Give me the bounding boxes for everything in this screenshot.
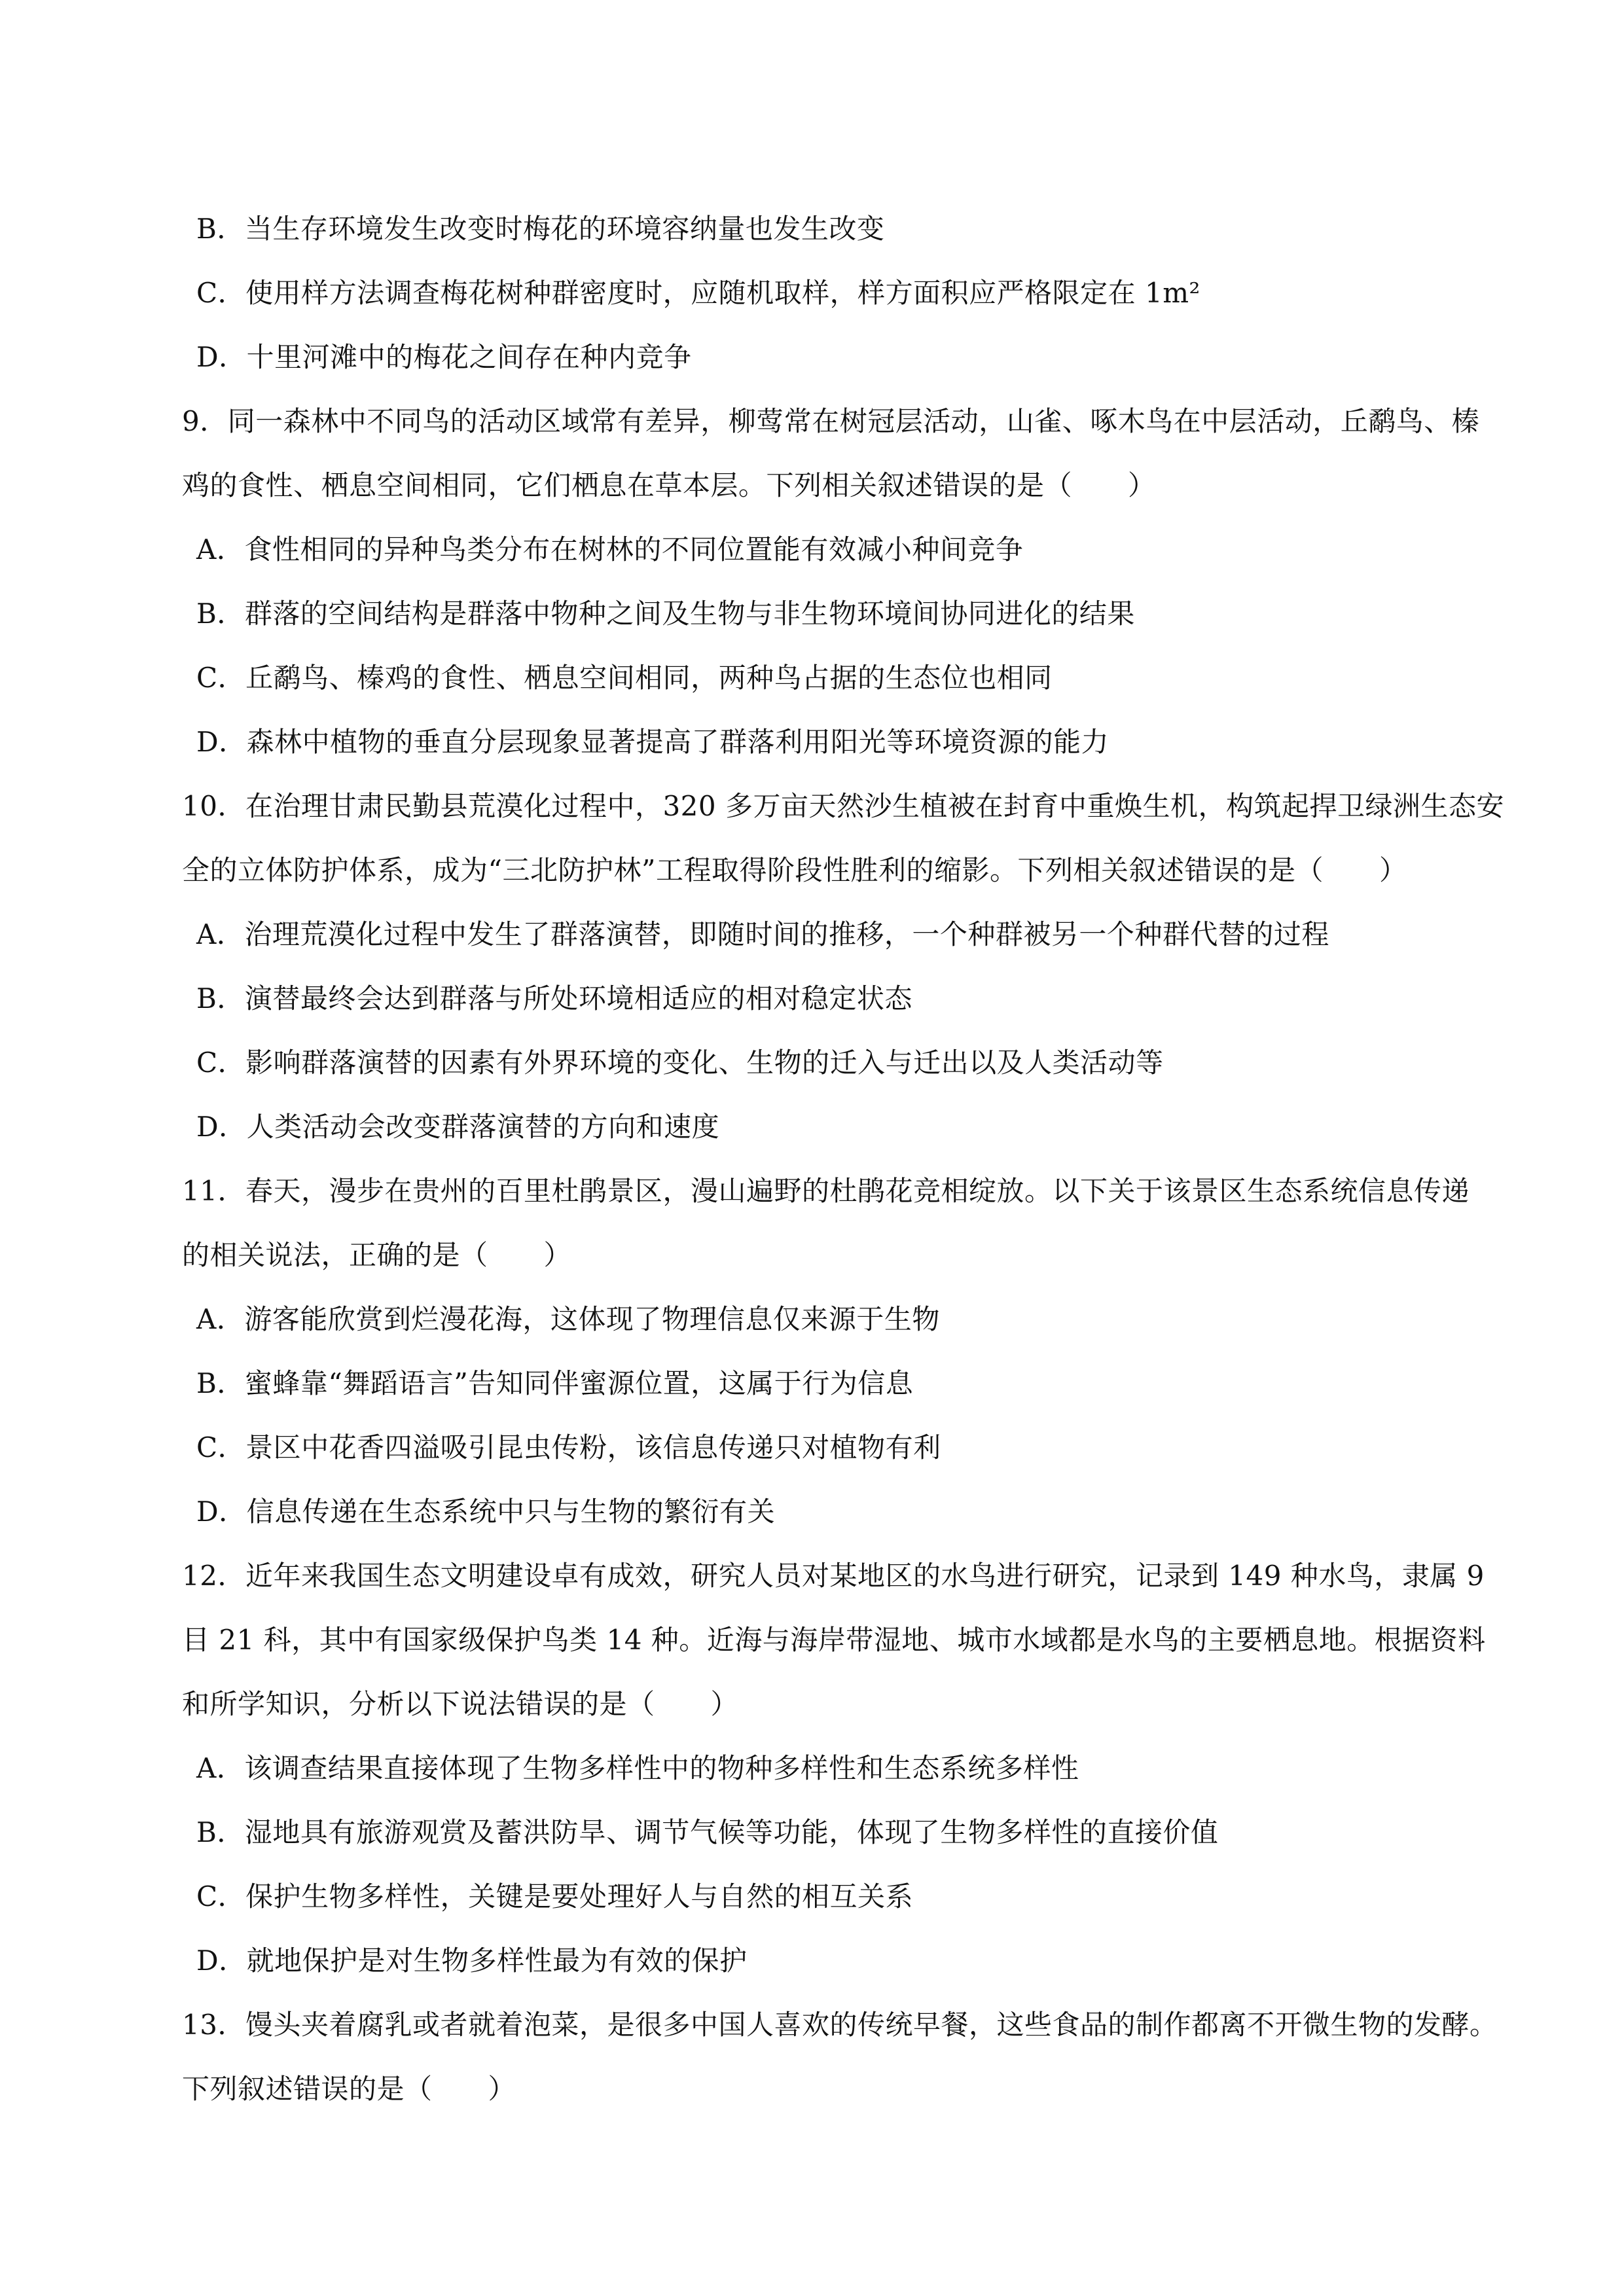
q11-option-d: D．信息传递在生态系统中只与生物的繁衍有关: [196, 1496, 776, 1528]
q11-stem-line1: 11．春天，漫步在贵州的百里杜鹃景区，漫山遍野的杜鹃花竞相绽放。以下关于该景区生态系统信息传递: [182, 1175, 1470, 1207]
q8-option-d: D．十里河滩中的梅花之间存在种内竞争: [196, 341, 692, 373]
q13-stem-line2: 下列叙述错误的是（ ）: [182, 2073, 516, 2105]
q8-option-c: C．使用样方法调查梅花树种群密度时，应随机取样，样方面积应严格限定在 1m²: [196, 277, 1200, 309]
q12-stem-line1: 12．近年来我国生态文明建设卓有成效，研究人员对某地区的水鸟进行研究，记录到 149 种水鸟，隶属 9: [182, 1560, 1485, 1592]
q10-option-c: C．影响群落演替的因素有外界环境的变化、生物的迁入与迁出以及人类活动等: [196, 1047, 1164, 1079]
q12-stem-line2: 目 21 科，其中有国家级保护鸟类 14 种。近海与海岸带湿地、城市水域都是水鸟的主要栖息地。根据资料: [182, 1624, 1486, 1656]
q9-option-b: B．群落的空间结构是群落中物种之间及生物与非生物环境间协同进化的结果: [196, 598, 1135, 630]
q9-stem-line1: 9．同一森林中不同鸟的活动区域常有差异，柳莺常在树冠层活动，山雀、啄木鸟在中层活动，丘鹬鸟、榛: [182, 405, 1480, 437]
q12-option-d: D．就地保护是对生物多样性最为有效的保护: [196, 1945, 748, 1977]
q11-option-b: B．蜜蜂靠“舞蹈语言”告知同伴蜜源位置，这属于行为信息: [196, 1367, 914, 1399]
q13-stem-line1: 13．馒头夹着腐乳或者就着泡菜，是很多中国人喜欢的传统早餐，这些食品的制作都离不开微生物的发酵。: [182, 2009, 1498, 2041]
q9-option-d: D．森林中植物的垂直分层现象显著提高了群落利用阳光等环境资源的能力: [196, 726, 1110, 758]
q9-stem-line2: 鸡的食性、栖息空间相同，它们栖息在草本层。下列相关叙述错误的是（ ）: [182, 469, 1156, 501]
q12-option-a: A．该调查结果直接体现了生物多样性中的物种多样性和生态系统多样性: [196, 1752, 1079, 1784]
q11-stem-line2: 的相关说法，正确的是（ ）: [182, 1239, 572, 1271]
q10-option-a: A．治理荒漠化过程中发生了群落演替，即随时间的推移，一个种群被另一个种群代替的过程: [196, 918, 1329, 950]
q12-option-b: B．湿地具有旅游观赏及蓄洪防旱、调节气候等功能，体现了生物多样性的直接价值: [196, 1816, 1219, 1848]
q12-stem-line3: 和所学知识，分析以下说法错误的是（ ）: [182, 1688, 739, 1720]
q9-option-a: A．食性相同的异种鸟类分布在树林的不同位置能有效减小种间竞争: [196, 533, 1024, 565]
q10-stem-line2: 全的立体防护体系，成为“三北防护林”工程取得阶段性胜利的缩影。下列相关叙述错误的是（ ）: [182, 854, 1407, 886]
q9-option-c: C．丘鹬鸟、榛鸡的食性、栖息空间相同，两种鸟占据的生态位也相同: [196, 662, 1053, 694]
q10-option-b: B．演替最终会达到群落与所处环境相适应的相对稳定状态: [196, 982, 912, 1014]
q8-option-b: B．当生存环境发生改变时梅花的环境容纳量也发生改变: [196, 213, 885, 245]
q11-option-c: C．景区中花香四溢吸引昆虫传粉，该信息传递只对植物有利: [196, 1431, 941, 1463]
q11-option-a: A．游客能欣赏到烂漫花海，这体现了物理信息仅来源于生物: [196, 1303, 940, 1335]
q10-option-d: D．人类活动会改变群落演替的方向和速度: [196, 1111, 720, 1143]
q12-option-c: C．保护生物多样性，关键是要处理好人与自然的相互关系: [196, 1880, 914, 1912]
q10-stem-line1: 10．在治理甘肃民勤县荒漠化过程中，320 多万亩天然沙生植被在封育中重焕生机，构筑起捍卫绿洲生态安: [182, 790, 1504, 822]
